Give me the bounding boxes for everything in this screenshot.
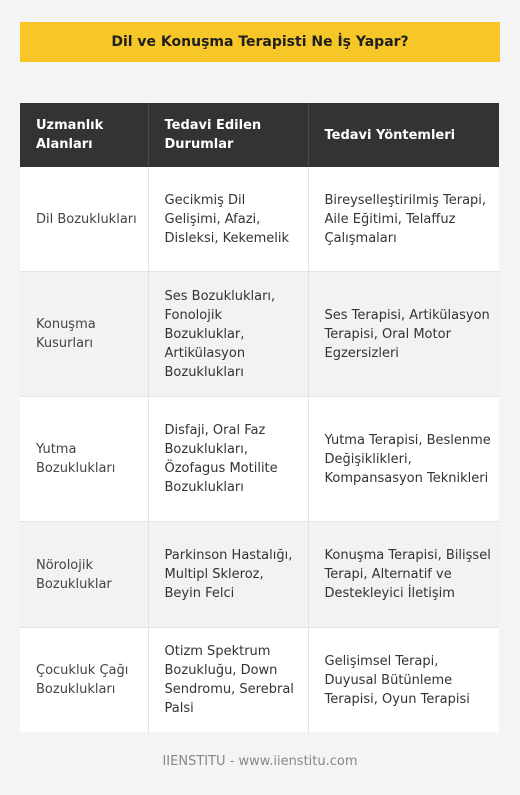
table-cell-methods: Bireyselleştirilmiş Terapi, Aile Eğitimi, Telaffuz Çalışmaları <box>308 167 499 272</box>
table-cell-conditions: Parkinson Hastalığı, Multipl Skleroz, Beyin Felci <box>148 522 308 628</box>
page-title: Dil ve Konuşma Terapisti Ne İş Yapar? <box>111 34 409 50</box>
table-body <box>20 167 499 732</box>
table-cell-specialty: Yutma Bozuklukları <box>20 397 148 522</box>
table-cell-specialty: Konuşma Kusurları <box>20 272 148 397</box>
column-header-specialty: Uzmanlık Alanları <box>20 103 148 167</box>
table-row <box>20 522 499 628</box>
table-cell-specialty: Çocukluk Çağı Bozuklukları <box>20 628 148 733</box>
table-header <box>20 103 499 167</box>
table-row <box>20 272 499 397</box>
column-header-conditions: Tedavi Edilen Durumlar <box>148 103 308 167</box>
table-cell-methods: Yutma Terapisi, Beslenme Değişiklikleri, Kompansasyon Teknikleri <box>308 397 499 522</box>
table-cell-specialty: Dil Bozuklukları <box>20 167 148 272</box>
table-header-row <box>20 103 499 167</box>
table-row <box>20 167 499 272</box>
table-row <box>20 397 499 522</box>
table-cell-conditions: Ses Bozuklukları, Fonolojik Bozukluklar, Artikülasyon Bozuklukları <box>148 272 308 397</box>
page-title-banner <box>20 22 500 62</box>
table-cell-methods: Ses Terapisi, Artikülasyon Terapisi, Oral Motor Egzersizleri <box>308 272 499 397</box>
table-cell-specialty: Nörolojik Bozukluklar <box>20 522 148 628</box>
specialty-table <box>20 103 499 732</box>
table-cell-methods: Gelişimsel Terapi, Duyusal Bütünleme Terapisi, Oyun Terapisi <box>308 628 499 733</box>
specialty-table-container <box>20 103 499 732</box>
table-cell-conditions: Gecikmiş Dil Gelişimi, Afazi, Disleksi, Kekemelik <box>148 167 308 272</box>
table-cell-conditions: Disfaji, Oral Faz Bozuklukları, Özofagus Motilite Bozuklukları <box>148 397 308 522</box>
footer-credit: IIENSTITU - www.iienstitu.com <box>162 754 358 769</box>
table-cell-methods: Konuşma Terapisi, Bilişsel Terapi, Alternatif ve Destekleyici İletişim <box>308 522 499 628</box>
table-cell-conditions: Otizm Spektrum Bozukluğu, Down Sendromu, Serebral Palsi <box>148 628 308 733</box>
table-row <box>20 628 499 733</box>
column-header-methods: Tedavi Yöntemleri <box>308 103 499 167</box>
